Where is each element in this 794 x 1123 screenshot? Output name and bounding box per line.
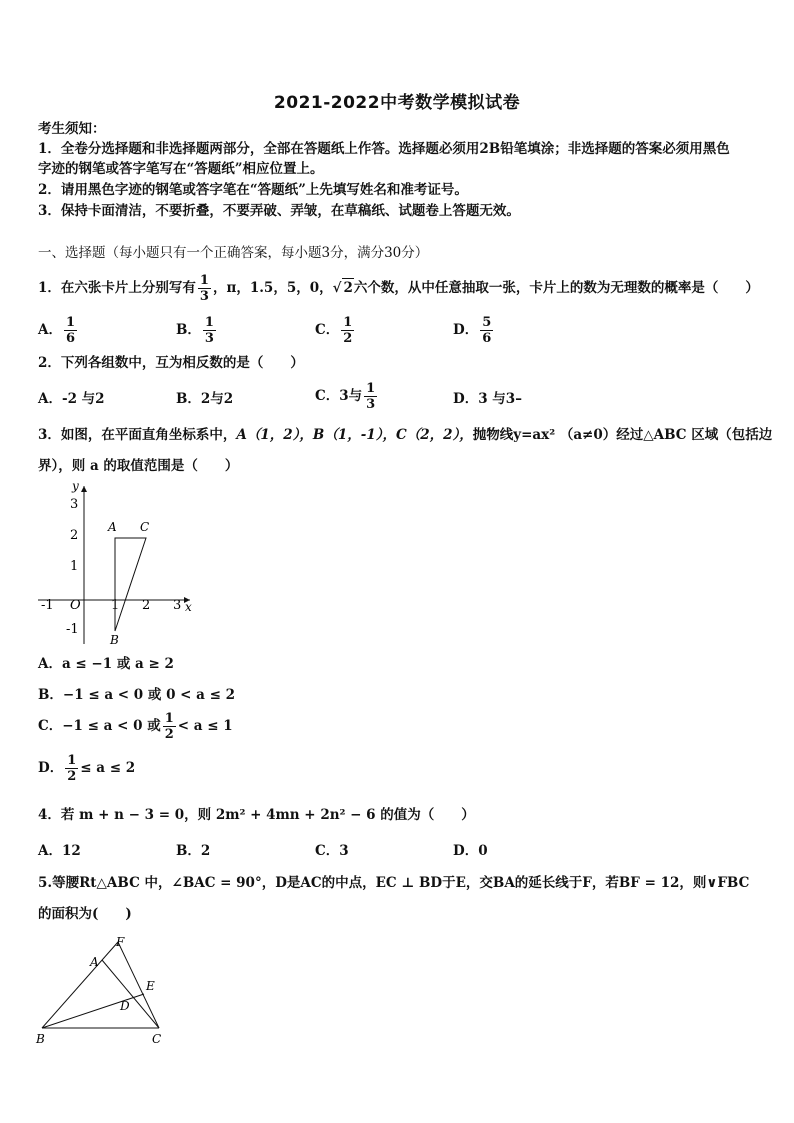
question-5-stem-line1: 5.等腰Rt△ABC 中，∠BAC = 90°，D是AC的中点，EC ⊥ BD于E，交BA的延长线于F，若BF = 12，则∨FBC	[38, 875, 750, 891]
q2-option-c[interactable]: C．3与 $\frac{1}{3}$	[315, 381, 376, 412]
q1-text-pre: 1．在六张卡片上分别写有	[38, 280, 196, 296]
point-d-label: D	[120, 999, 130, 1013]
q3-coordinate-graph	[30, 476, 200, 648]
q3-option-a[interactable]: A．a ≤ −1 或 a ≥ 2	[38, 656, 174, 672]
q3-option-c[interactable]: C．−1 ≤ a < 0 或 $\frac{1}{2}$ < a ≤ 1	[38, 711, 233, 742]
q2-option-a[interactable]: A．-2 与2	[38, 391, 105, 407]
q1-text-mid: ，π，1.5，5，0，	[212, 280, 333, 296]
sqrt-icon: √	[332, 280, 342, 296]
y-axis-label: y	[72, 479, 79, 493]
notice-heading: 考生须知：	[38, 121, 106, 137]
q1-text-post: 六个数，从中任意抽取一张，卡片上的数为无理数的概率是（ ）	[353, 280, 759, 296]
q2-option-b[interactable]: B．2与2	[176, 391, 234, 407]
q1-sqrt-value: 2	[343, 280, 353, 296]
q3-option-b[interactable]: B．−1 ≤ a < 0 或 0 < a ≤ 2	[38, 687, 236, 703]
point-f-label: F	[116, 935, 125, 949]
segment-ac	[102, 960, 159, 1028]
q4-option-c[interactable]: C．3	[315, 843, 349, 859]
question-4-stem: 4．若 m + n − 3 = 0，则 2m² + 4mn + 2n² − 6 的值为（ ）	[38, 807, 475, 823]
question-3-stem-line2: 界），则 a 的取值范围是（ ）	[38, 458, 239, 474]
page-title: 2021-2022中考数学模拟试卷	[273, 93, 521, 113]
question-1-stem	[38, 274, 759, 303]
x-tick-3: 3	[173, 598, 182, 613]
origin-label: O	[70, 598, 81, 613]
point-a-label: A	[90, 955, 99, 969]
y-tick-neg1: -1	[66, 622, 79, 637]
point-e-label: E	[146, 979, 155, 993]
section-heading: 一、选择题（每小题只有一个正确答案，每小题3分，满分30分）	[38, 245, 429, 261]
q3-option-d[interactable]: D． $\frac{1}{2}$ ≤ a ≤ 2	[38, 753, 136, 784]
question-5-stem-line2: 的面积为( )	[38, 906, 132, 922]
question-2-stem: 2．下列各组数中，互为相反数的是（ ）	[38, 355, 304, 371]
q4-option-d[interactable]: D．0	[453, 843, 488, 859]
question-3-stem-line1: 3．如图，在平面直角坐标系中，A（1，2），B（1，-1），C（2，2），抛物线y=ax² （a≠0）经过△ABC 区域（包括边	[38, 427, 773, 443]
q1-fraction: $\frac{1}{3}$	[199, 273, 209, 304]
y-tick-3: 3	[70, 497, 79, 512]
y-tick-2: 2	[70, 528, 79, 543]
q1-option-a[interactable]: A． $\frac{1}{6}$	[38, 315, 76, 346]
point-c-label: C	[140, 520, 150, 534]
y-tick-1: 1	[70, 559, 79, 574]
y-axis-arrow-icon	[81, 486, 87, 492]
q1-option-d[interactable]: D． $\frac{5}{6}$	[453, 315, 492, 346]
q5-triangle-figure	[30, 932, 180, 1052]
point-b-label: B	[36, 1032, 45, 1046]
triangle-abc	[115, 538, 146, 631]
point-c-label: C	[152, 1032, 162, 1046]
q1-option-c[interactable]: C． $\frac{1}{2}$	[315, 315, 353, 346]
point-a-label: A	[108, 520, 117, 534]
notice-item-2: 2．请用黑色字迹的钢笔或答字笔在“答题纸”上先填写姓名和准考证号。	[38, 182, 468, 198]
q1-option-b[interactable]: B． $\frac{1}{3}$	[176, 315, 214, 346]
x-axis-label: x	[185, 600, 192, 614]
q2-option-d[interactable]: D．3 与3–	[453, 391, 522, 407]
q4-option-b[interactable]: B．2	[176, 843, 211, 859]
x-tick-neg1: -1	[41, 598, 54, 613]
point-b-label: B	[110, 633, 119, 647]
x-tick-2: 2	[142, 598, 151, 613]
q4-option-a[interactable]: A．12	[38, 843, 81, 859]
notice-item-3: 3．保持卡面清洁，不要折叠，不要弄破、弄皱，在草稿纸、试题卷上答题无效。	[38, 203, 520, 219]
notice-item-1: 1．全卷分选择题和非选择题两部分，全部在答题纸上作答。选择题必须用2B铅笔填涂；非选择题的答案必须用黑色	[38, 141, 730, 157]
x-tick-1: 1	[111, 598, 120, 613]
notice-item-1-cont: 字迹的钢笔或答字笔写在“答题纸”相应位置上。	[38, 161, 324, 177]
